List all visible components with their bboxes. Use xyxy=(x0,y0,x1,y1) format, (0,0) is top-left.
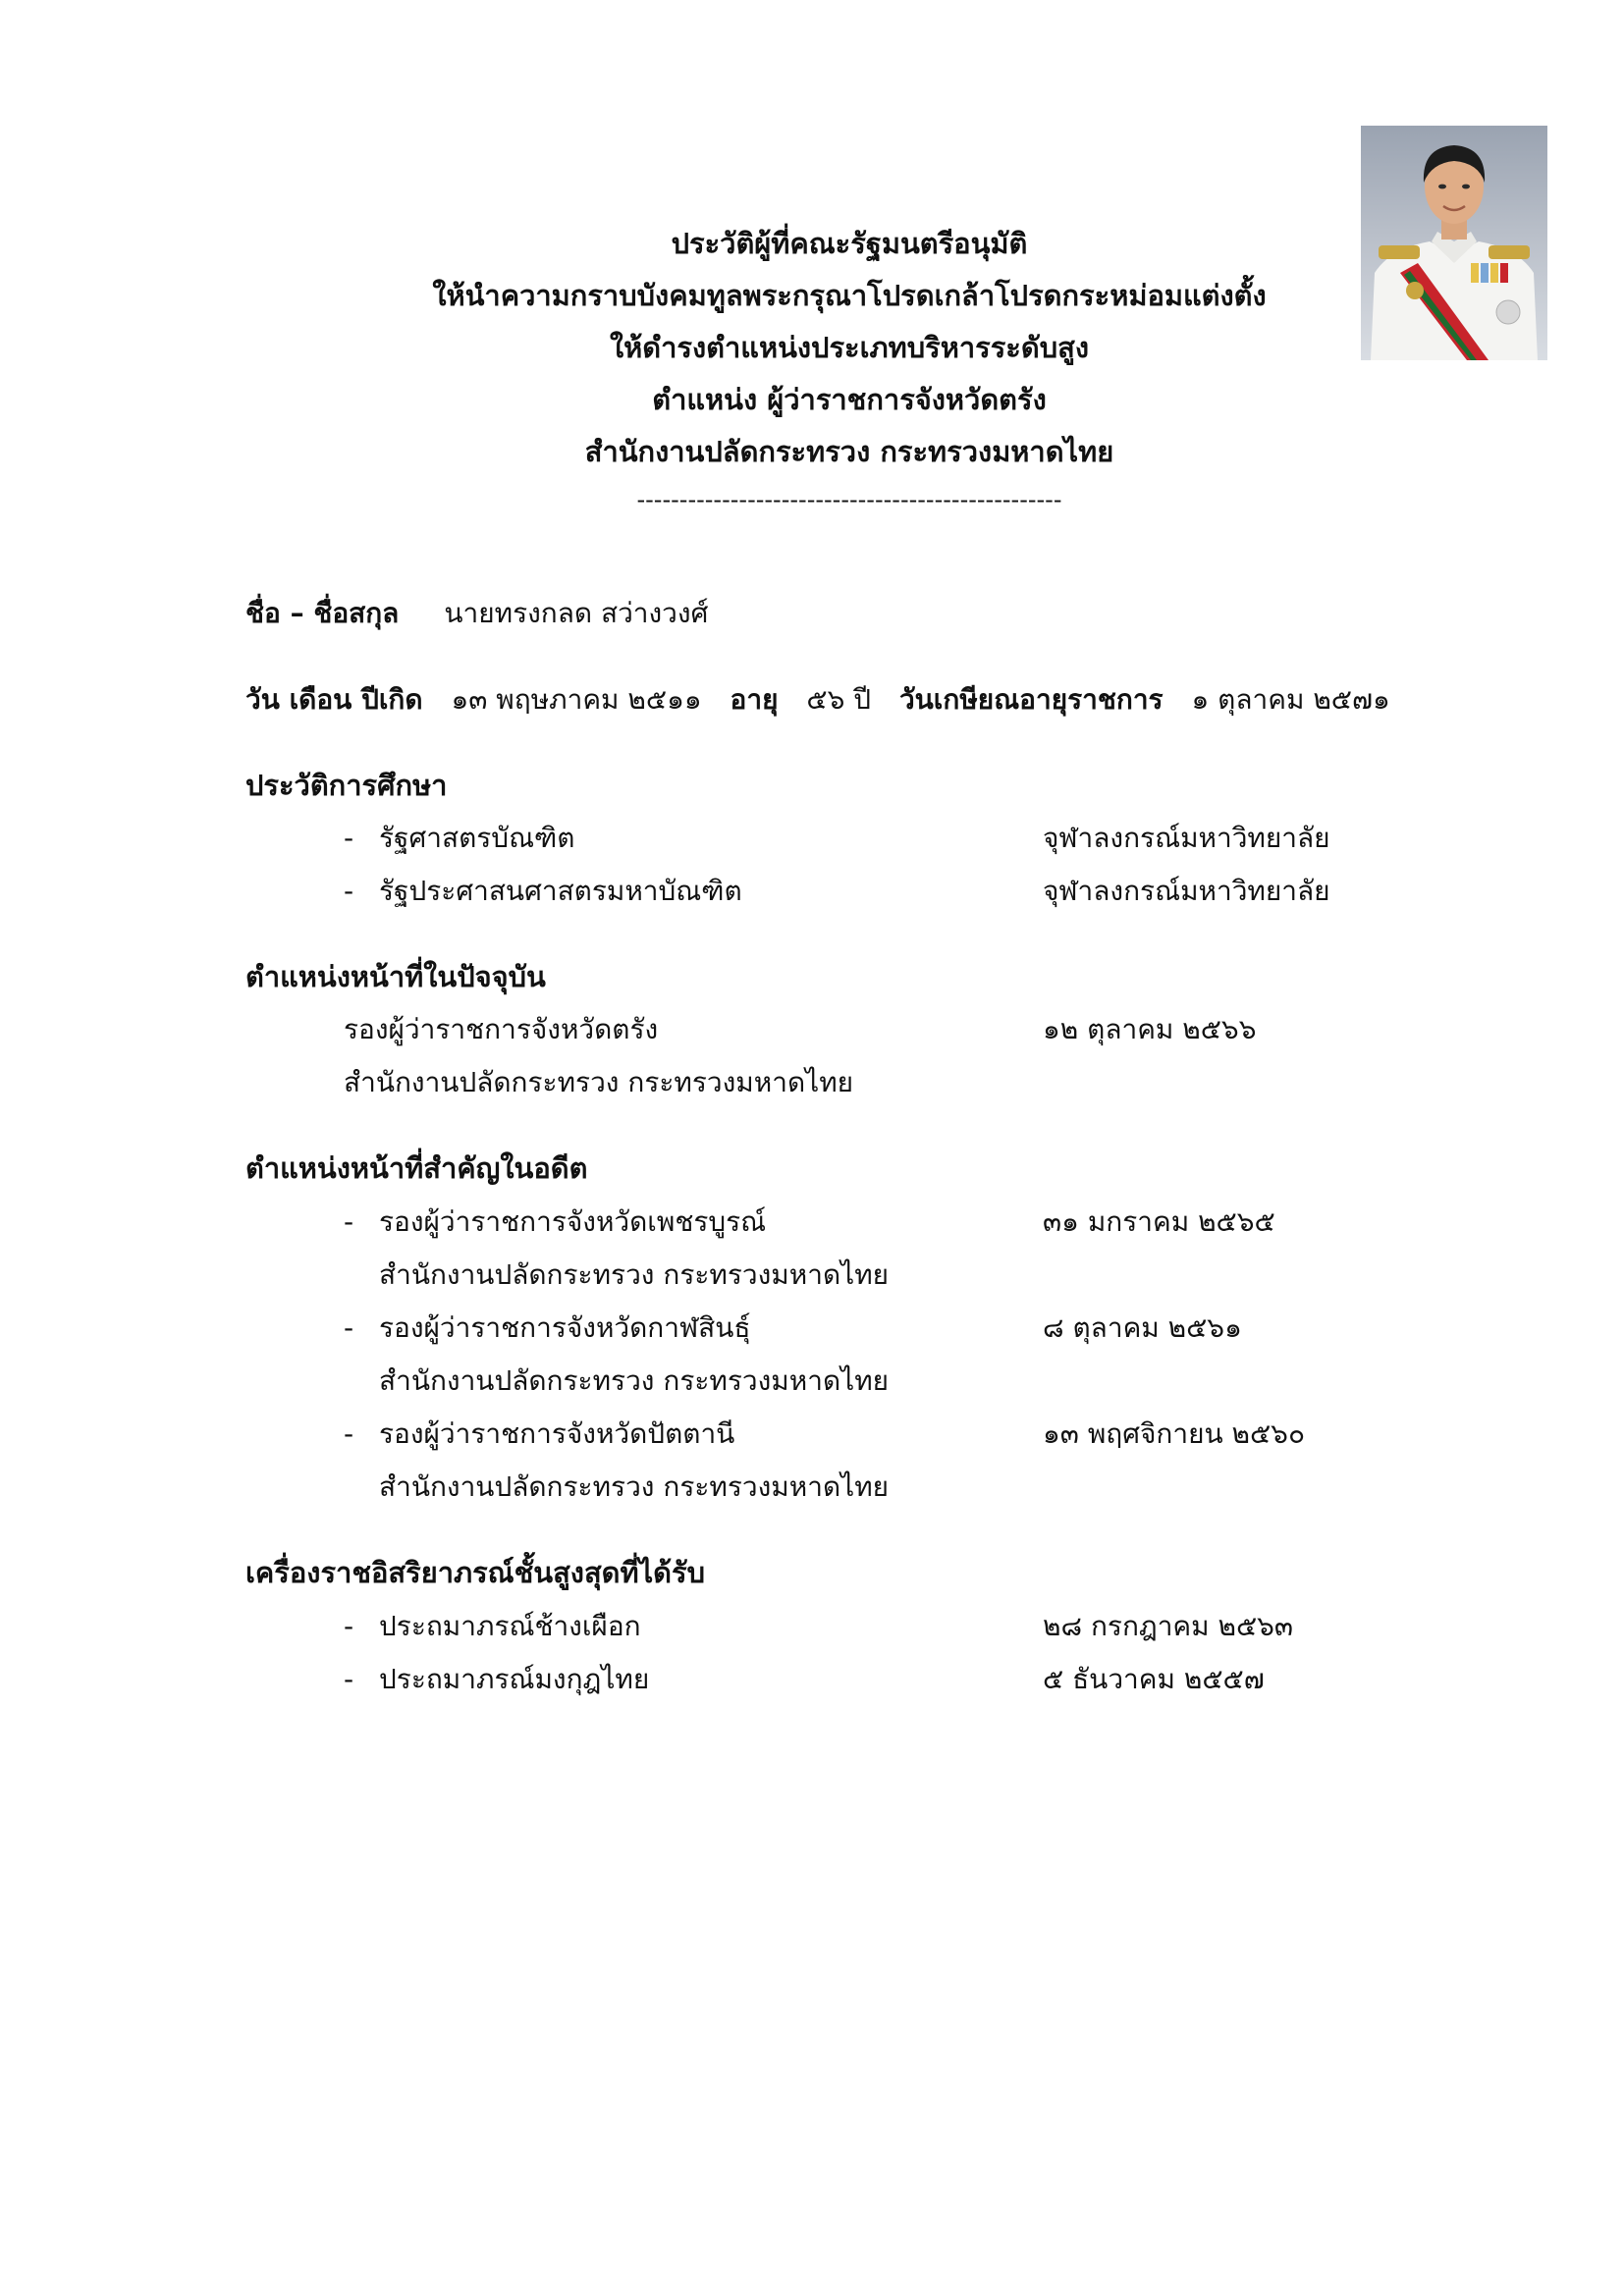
decorations-heading: เครื่องราชอิสริยาภรณ์ชั้นสูงสุดที่ได้รับ xyxy=(245,1556,705,1589)
education-heading: ประวัติการศึกษา xyxy=(245,769,448,802)
name-row xyxy=(245,594,708,633)
current-position-row xyxy=(344,1010,1522,1049)
age-label: อายุ xyxy=(730,683,779,716)
past-date: ๘ ตุลาคม ๒๕๖๑ xyxy=(1043,1311,1242,1344)
bullet: - xyxy=(344,1311,354,1344)
current-org: สำนักงานปลัดกระทรวง กระทรวงมหาดไทย xyxy=(344,1066,854,1098)
education-institution: จุฬาลงกรณ์มหาวิทยาลัย xyxy=(1043,875,1330,907)
birth-row xyxy=(245,680,1390,720)
past-org: สำนักงานปลัดกระทรวง กระทรวงมหาดไทย xyxy=(379,1258,890,1291)
decoration-name: ประถมาภรณ์ช้างเผือก xyxy=(379,1610,641,1642)
decoration-date: ๕ ธันวาคม ๒๕๕๗ xyxy=(1043,1663,1265,1695)
header-line-5: สำนักงานปลัดกระทรวง กระทรวงมหาดไทย xyxy=(584,435,1114,468)
decoration-name: ประถมาภรณ์มงกุฎไทย xyxy=(379,1663,650,1695)
bullet: - xyxy=(344,1610,354,1642)
retire-value: ๑ ตุลาคม ๒๕๗๑ xyxy=(1191,683,1390,716)
current-date: ๑๒ ตุลาคม ๒๕๖๖ xyxy=(1043,1013,1257,1045)
current-heading: ตำแหน่งหน้าที่ในปัจจุบัน xyxy=(245,960,546,993)
education-item xyxy=(344,872,1522,911)
current-position: รองผู้ว่าราชการจังหวัดตรัง xyxy=(344,1013,659,1045)
bullet: - xyxy=(344,822,354,854)
age-value: ๕๖ ปี xyxy=(806,683,872,716)
header-line-1: ประวัติผู้ที่คณะรัฐมนตรีอนุมัติ xyxy=(671,227,1028,260)
header-line-4: ตำแหน่ง ผู้ว่าราชการจังหวัดตรัง xyxy=(652,383,1047,416)
past-position: รองผู้ว่าราชการจังหวัดเพชรบูรณ์ xyxy=(379,1205,767,1238)
name-label: ชื่อ – ชื่อสกุล xyxy=(245,597,400,629)
past-item xyxy=(344,1308,1522,1348)
past-position: รองผู้ว่าราชการจังหวัดกาฬสินธุ์ xyxy=(379,1311,751,1344)
retire-label: วันเกษียณอายุราชการ xyxy=(898,683,1164,716)
past-item xyxy=(344,1415,1522,1454)
bullet: - xyxy=(344,1663,354,1695)
header-line-2: ให้นำความกราบบังคมทูลพระกรุณาโปรดเกล้าโปรดกระหม่อมแต่งตั้ง xyxy=(432,279,1267,312)
past-org: สำนักงานปลัดกระทรวง กระทรวงมหาดไทย xyxy=(379,1470,890,1503)
past-date: ๑๓ พฤศจิกายน ๒๕๖๐ xyxy=(1043,1417,1306,1450)
document-header xyxy=(295,218,1404,517)
header-divider: -------------------------------------------------- xyxy=(636,486,1062,513)
bullet: - xyxy=(344,1417,354,1450)
education-institution: จุฬาลงกรณ์มหาวิทยาลัย xyxy=(1043,822,1330,854)
birth-value: ๑๓ พฤษภาคม ๒๕๑๑ xyxy=(451,683,702,716)
past-heading: ตำแหน่งหน้าที่สำคัญในอดีต xyxy=(245,1151,588,1185)
decoration-date: ๒๘ กรกฎาคม ๒๕๖๓ xyxy=(1043,1610,1294,1642)
decoration-item xyxy=(344,1607,1522,1646)
past-org: สำนักงานปลัดกระทรวง กระทรวงมหาดไทย xyxy=(379,1364,890,1397)
education-degree: รัฐประศาสนศาสตรมหาบัณฑิต xyxy=(379,875,742,907)
past-date: ๓๑ มกราคม ๒๕๖๕ xyxy=(1043,1205,1275,1238)
name-value: นายทรงกลด สว่างวงศ์ xyxy=(444,597,709,629)
past-position: รองผู้ว่าราชการจังหวัดปัตตานี xyxy=(379,1417,735,1450)
education-item xyxy=(344,819,1522,858)
past-item xyxy=(344,1202,1522,1242)
header-line-3: ให้ดำรงตำแหน่งประเภทบริหารระดับสูง xyxy=(610,331,1089,364)
decoration-item xyxy=(344,1660,1522,1699)
birth-label: วัน เดือน ปีเกิด xyxy=(245,683,423,716)
bullet: - xyxy=(344,1205,354,1238)
education-degree: รัฐศาสตรบัณฑิต xyxy=(379,822,575,854)
bullet: - xyxy=(344,875,354,907)
